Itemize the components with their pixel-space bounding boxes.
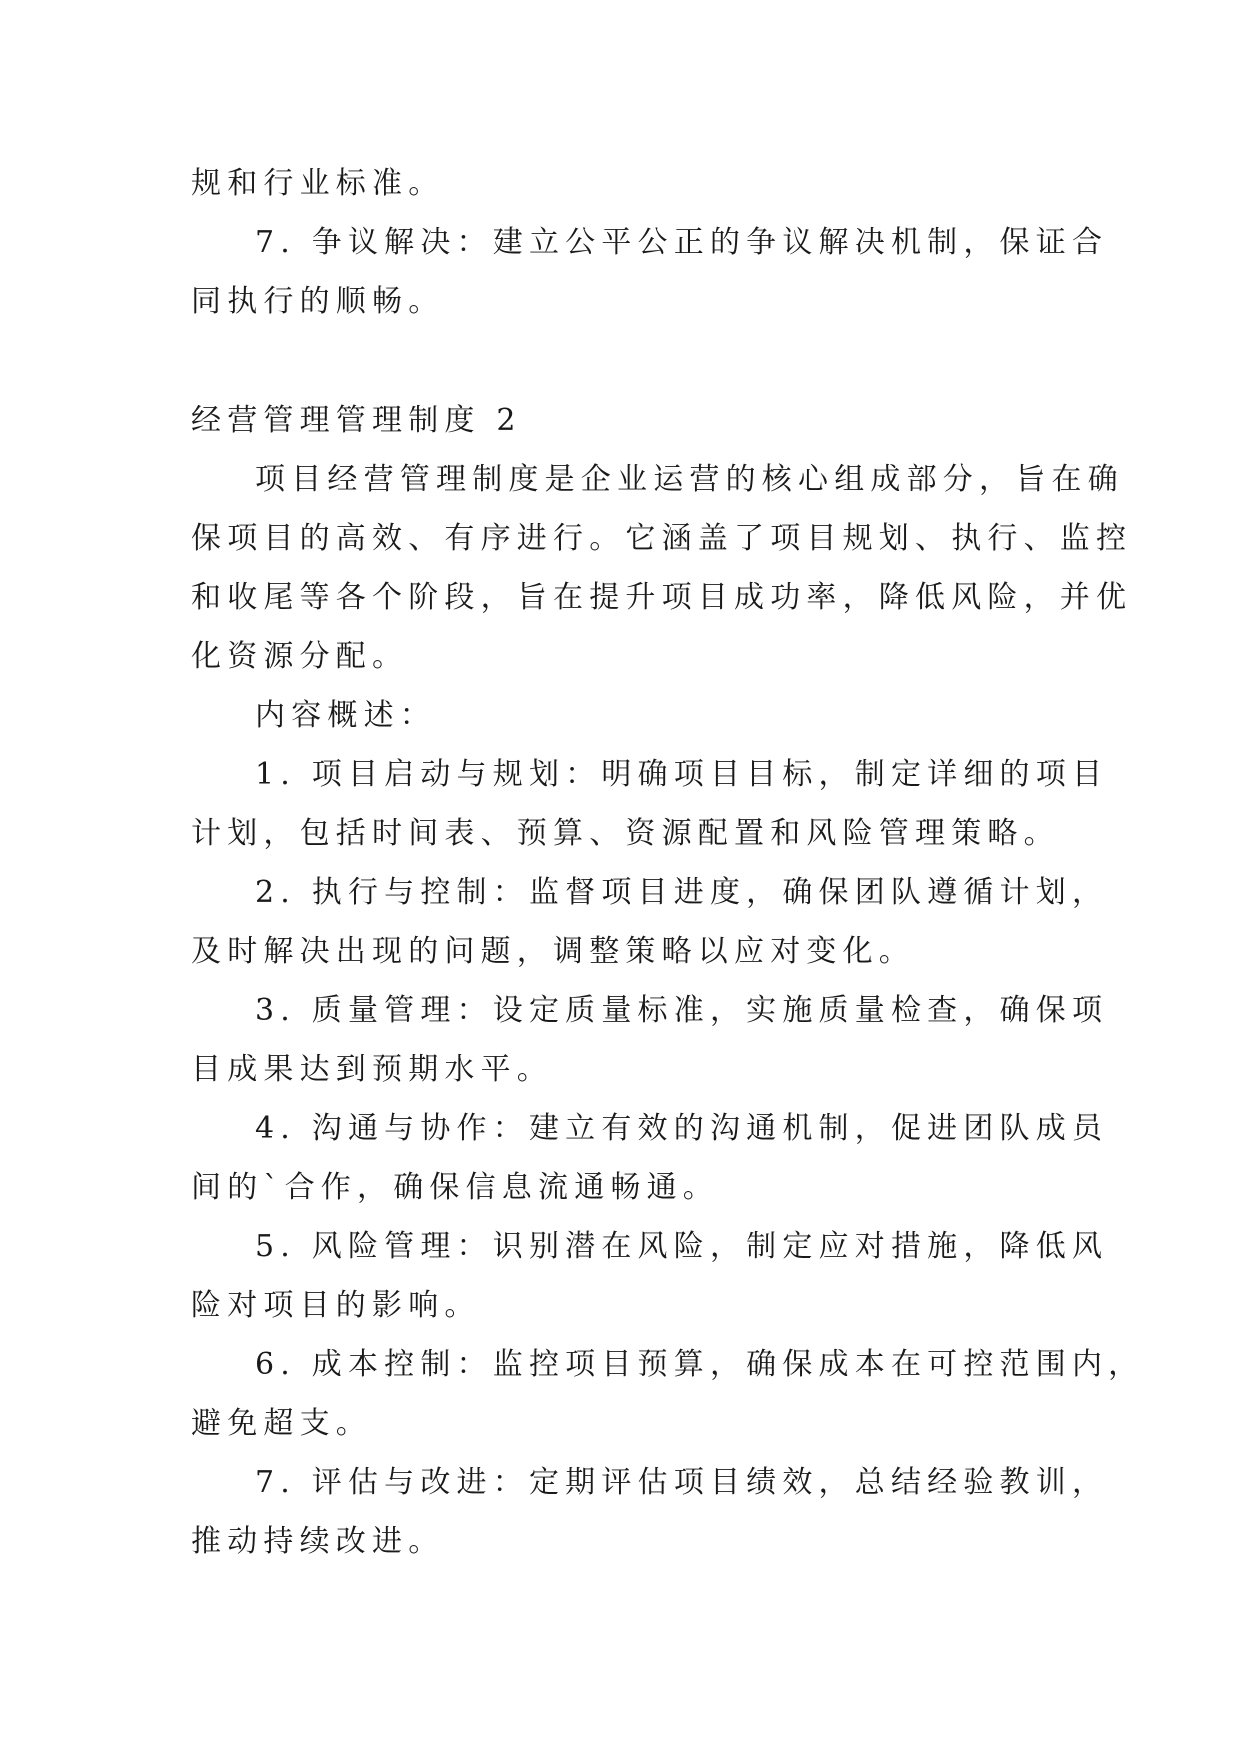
- list-item-first-line: 4. 沟通与协作：建立有效的沟通机制，促进团队成员: [255, 1111, 1109, 1146]
- list-item-first-line: 3. 质量管理：设定质量标准，实施质量检查，确保项: [255, 993, 1109, 1028]
- list-item-first-line: 2. 执行与控制：监督项目进度，确保团队遵循计划，: [255, 875, 1109, 910]
- overview-label-text: 内容概述：: [255, 698, 436, 733]
- list-item-continuation: 计划，包括时间表、预算、资源配置和风险管理策略。: [191, 816, 1060, 851]
- list-item: [191, 981, 1109, 1099]
- list-item-first-line: 1. 项目启动与规划：明确项目目标，制定详细的项目: [255, 757, 1109, 792]
- list-item: [191, 1453, 1109, 1571]
- list-item-continuation: 同执行的顺畅。: [191, 284, 445, 319]
- previous-section-tail: [191, 154, 1109, 331]
- list-item: [191, 1335, 1145, 1453]
- paragraph-line: 化资源分配。: [191, 639, 409, 674]
- list-item-first-line: 7. 争议解决：建立公平公正的争议解决机制，保证合: [255, 225, 1109, 260]
- section-title-text: 经营管理管理制度 2: [191, 403, 522, 438]
- list-item: [191, 863, 1109, 981]
- list-item-first-line: 5. 风险管理：识别潜在风险，制定应对措施，降低风: [255, 1229, 1109, 1264]
- list-item: [191, 1217, 1109, 1335]
- list-item-continuation: 及时解决出现的问题，调整策略以应对变化。: [191, 934, 915, 969]
- paragraph-line: 项目经营管理制度是企业运营的核心组成部分，旨在确: [255, 462, 1124, 497]
- list-item-continuation: 推动持续改进。: [191, 1524, 445, 1559]
- list-item-continuation: 目成果达到预期水平。: [191, 1052, 553, 1087]
- overview-label: [191, 686, 1061, 745]
- list-item-first-line: 7. 评估与改进：定期评估项目绩效，总结经验教训，: [255, 1465, 1109, 1500]
- paragraph-line: 保项目的高效、有序进行。它涵盖了项目规划、执行、监控: [191, 521, 1133, 556]
- section-title: [191, 391, 1061, 450]
- list-item-continuation: 险对项目的影响。: [191, 1288, 481, 1323]
- list-item-continuation: 避免超支。: [191, 1406, 372, 1441]
- numbered-list: [191, 745, 1145, 1571]
- paragraph-line: 和收尾等各个阶段，旨在提升项目成功率，降低风险，并优: [191, 580, 1133, 615]
- text-line: 规和行业标准。: [191, 166, 445, 201]
- list-item-first-line: 6. 成本控制：监控项目预算，确保成本在可控范围内，: [255, 1347, 1145, 1382]
- list-item-continuation: 间的`合作，确保信息流通畅通。: [191, 1170, 719, 1205]
- list-item: [191, 1099, 1109, 1217]
- list-item: [191, 745, 1109, 863]
- intro-paragraph: [191, 450, 1133, 686]
